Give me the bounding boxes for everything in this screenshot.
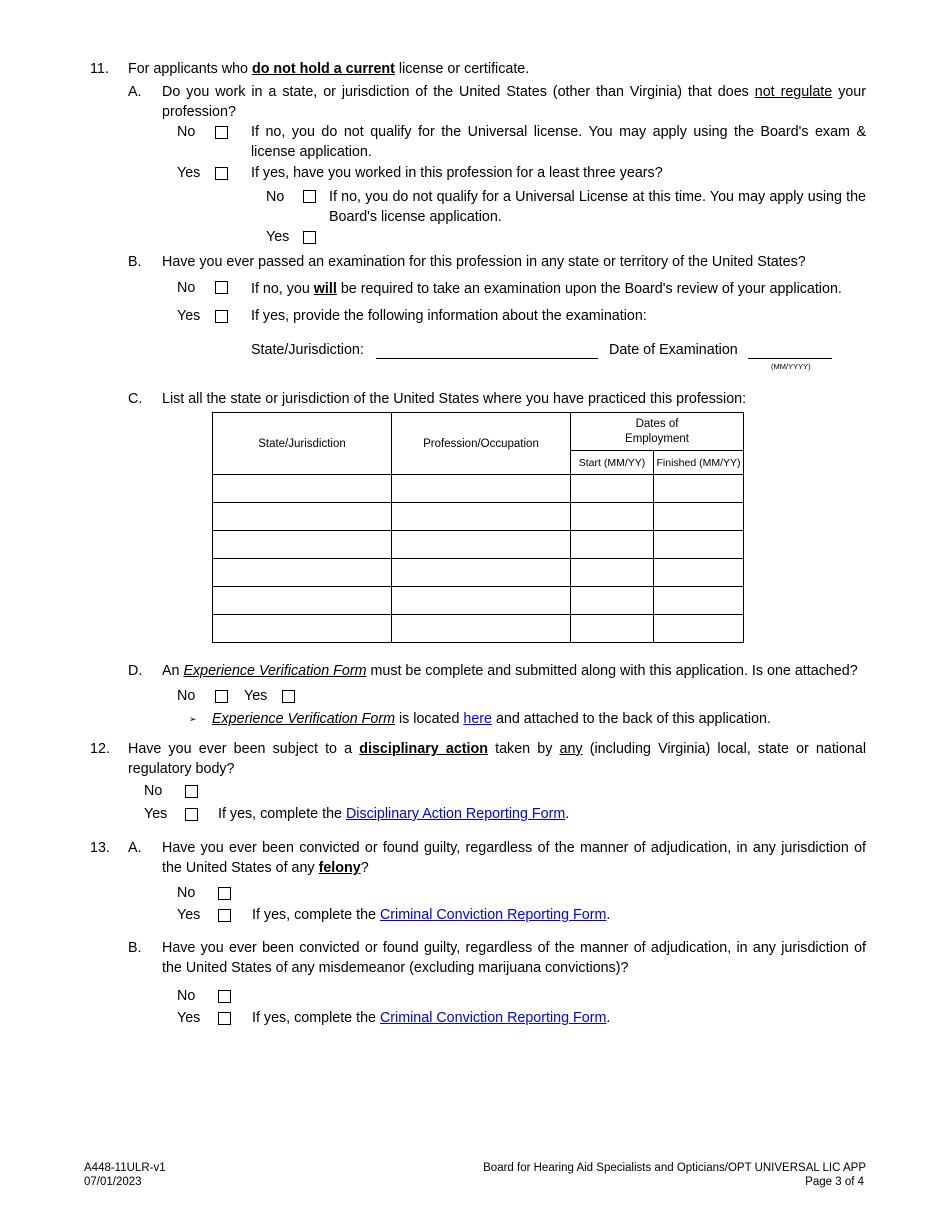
q11a-sub-no-label: No bbox=[266, 189, 285, 205]
exam-date-hint: (MM/YYYY) bbox=[771, 362, 811, 371]
footer-board: Board for Hearing Aid Specialists and Opticians/OPT UNIVERSAL LIC APP bbox=[483, 1162, 866, 1174]
cell-start[interactable] bbox=[571, 615, 654, 643]
exam-date-input[interactable] bbox=[748, 358, 832, 359]
q11d-yes-checkbox[interactable] bbox=[282, 690, 295, 703]
q11-number: 11. bbox=[90, 61, 109, 77]
q13a-no-label: No bbox=[177, 885, 196, 901]
q13b-question: Have you ever been convicted or found guilty, regardless of the manner of adjudication, in any jurisdiction of the United States of any misdemeanor (excluding marijuana convictions)? bbox=[162, 940, 866, 976]
criminal-form-link-a[interactable]: Criminal Conviction Reporting Form bbox=[379, 907, 607, 923]
q11b-no-checkbox[interactable] bbox=[215, 281, 228, 294]
cell-state[interactable] bbox=[213, 587, 392, 615]
q11a-yes-text: If yes, have you worked in this profession for a least three years? bbox=[251, 165, 663, 181]
col-header-profession: Profession/Occupation bbox=[392, 413, 571, 475]
cell-start[interactable] bbox=[571, 559, 654, 587]
cell-state[interactable] bbox=[213, 475, 392, 503]
q12-yes-checkbox[interactable] bbox=[185, 808, 198, 821]
q13-number: 13. bbox=[90, 840, 110, 856]
q13b-yes-label: Yes bbox=[177, 1010, 201, 1026]
q13b-yes-checkbox[interactable] bbox=[218, 1012, 231, 1025]
q13a-yes-label: Yes bbox=[177, 907, 201, 923]
table-row bbox=[213, 587, 744, 615]
q11a-no-checkbox[interactable] bbox=[215, 126, 228, 139]
cell-profession[interactable] bbox=[392, 475, 571, 503]
q13b-letter: B. bbox=[128, 940, 142, 956]
cell-finish[interactable] bbox=[654, 615, 744, 643]
q11b-yes-label: Yes bbox=[177, 308, 201, 324]
exam-state-input[interactable] bbox=[376, 358, 598, 359]
q11d-no-label: No bbox=[177, 688, 196, 704]
q13a-yes-text: If yes, complete the Criminal Conviction Reporting Form. bbox=[252, 907, 611, 923]
q11a-question: Do you work in a state, or jurisdiction of the United States (other than Virginia) that does not regulate your profession? bbox=[162, 84, 867, 120]
q11d-question: An Experience Verification Form must be complete and submitted along with this application. Is one attached? bbox=[162, 663, 858, 679]
q13b-yes-text: If yes, complete the Criminal Conviction Reporting Form. bbox=[252, 1010, 611, 1026]
q12-question: Have you ever been subject to a disciplinary action taken by any (including Virginia) local, state or national regulatory body? bbox=[128, 741, 867, 777]
practice-history-table bbox=[212, 412, 744, 643]
q12-yes-text: If yes, complete the Disciplinary Action Reporting Form. bbox=[218, 806, 570, 822]
q13b-no-checkbox[interactable] bbox=[218, 990, 231, 1003]
footer-date: 07/01/2023 bbox=[84, 1176, 142, 1188]
cell-finish[interactable] bbox=[654, 475, 744, 503]
q11-intro: For applicants who do not hold a current license or certificate. bbox=[128, 61, 530, 77]
q11a-sub-no-checkbox[interactable] bbox=[303, 190, 316, 203]
cell-start[interactable] bbox=[571, 503, 654, 531]
q12-no-label: No bbox=[144, 783, 163, 799]
q11d-letter: D. bbox=[128, 663, 143, 679]
table-row bbox=[213, 559, 744, 587]
cell-start[interactable] bbox=[571, 475, 654, 503]
cell-state[interactable] bbox=[213, 559, 392, 587]
table-row bbox=[213, 503, 744, 531]
q12-number: 12. bbox=[90, 741, 110, 757]
q11a-letter: A. bbox=[128, 84, 142, 100]
table-row bbox=[213, 531, 744, 559]
criminal-form-link-b[interactable]: Criminal Conviction Reporting Form bbox=[379, 1010, 607, 1026]
col-header-finish: Finished (MM/YY) bbox=[654, 451, 744, 475]
table-row bbox=[213, 615, 744, 643]
exam-state-label: State/Jurisdiction: bbox=[251, 342, 364, 358]
q11a-no-label: No bbox=[177, 124, 196, 140]
q11a-sub-yes-checkbox[interactable] bbox=[303, 231, 316, 244]
q11a-sub-no-text: If no, you do not qualify for a Universal License at this time. You may apply using the Board's license application. bbox=[329, 189, 866, 225]
q11b-question: Have you ever passed an examination for this profession in any state or territory of the United States? bbox=[162, 254, 806, 270]
arrow-bullet-icon: ➢ bbox=[189, 714, 197, 724]
col-header-start: Start (MM/YY) bbox=[571, 451, 654, 475]
q11b-no-text: If no, you will be required to take an examination upon the Board's review of your application. bbox=[251, 281, 842, 297]
cell-finish[interactable] bbox=[654, 531, 744, 559]
experience-form-link[interactable]: here bbox=[463, 711, 492, 727]
exam-date-label: Date of Examination bbox=[609, 342, 738, 358]
q11d-yes-label: Yes bbox=[244, 688, 268, 704]
q13a-letter: A. bbox=[128, 840, 142, 856]
table-row bbox=[213, 475, 744, 503]
q11d-no-checkbox[interactable] bbox=[215, 690, 228, 703]
q11a-no-text: If no, you do not qualify for the Universal license. You may apply using the Board's exam & license application. bbox=[251, 124, 866, 160]
q13a-no-checkbox[interactable] bbox=[218, 887, 231, 900]
q11b-letter: B. bbox=[128, 254, 142, 270]
q11b-yes-checkbox[interactable] bbox=[215, 310, 228, 323]
cell-state[interactable] bbox=[213, 503, 392, 531]
cell-profession[interactable] bbox=[392, 615, 571, 643]
q11a-sub-yes-label: Yes bbox=[266, 229, 290, 245]
disciplinary-form-link[interactable]: Disciplinary Action Reporting Form bbox=[345, 806, 566, 822]
q11c-letter: C. bbox=[128, 391, 143, 407]
q11b-no-label: No bbox=[177, 280, 196, 296]
footer-form-id: A448-11ULR-v1 bbox=[84, 1162, 166, 1174]
q11d-bullet-text: Experience Verification Form is located here and attached to the back of this application. bbox=[212, 711, 771, 727]
q11a-yes-checkbox[interactable] bbox=[215, 167, 228, 180]
cell-profession[interactable] bbox=[392, 587, 571, 615]
q11b-yes-text: If yes, provide the following information about the examination: bbox=[251, 308, 647, 324]
cell-profession[interactable] bbox=[392, 531, 571, 559]
q13b-no-label: No bbox=[177, 988, 196, 1004]
col-header-state: State/Jurisdiction bbox=[213, 413, 392, 475]
q13a-yes-checkbox[interactable] bbox=[218, 909, 231, 922]
cell-profession[interactable] bbox=[392, 503, 571, 531]
cell-start[interactable] bbox=[571, 531, 654, 559]
cell-start[interactable] bbox=[571, 587, 654, 615]
q11c-question: List all the state or jurisdiction of the United States where you have practiced this profession: bbox=[162, 391, 747, 407]
footer-page: Page 3 of 4 bbox=[805, 1176, 864, 1188]
cell-profession[interactable] bbox=[392, 559, 571, 587]
col-header-dates: Dates of Employment bbox=[571, 413, 744, 451]
q13a-question: Have you ever been convicted or found guilty, regardless of the manner of adjudication, in any jurisdiction of the United States of any felony? bbox=[162, 840, 866, 876]
q12-no-checkbox[interactable] bbox=[185, 785, 198, 798]
q11a-yes-label: Yes bbox=[177, 165, 201, 181]
cell-finish[interactable] bbox=[654, 503, 744, 531]
cell-finish[interactable] bbox=[654, 559, 744, 587]
cell-state[interactable] bbox=[213, 615, 392, 643]
cell-finish[interactable] bbox=[654, 587, 744, 615]
cell-state[interactable] bbox=[213, 531, 392, 559]
q12-yes-label: Yes bbox=[144, 806, 168, 822]
